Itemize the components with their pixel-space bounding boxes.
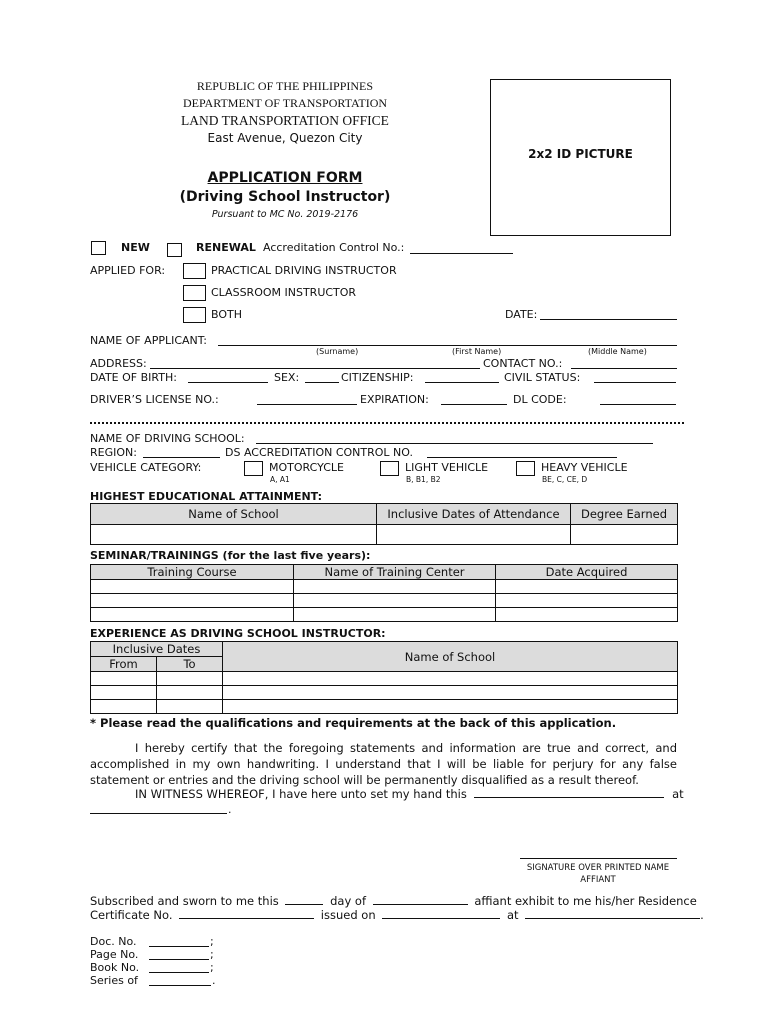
oath-text-3: affiant exhibit to me his/her Residence [474,894,697,908]
series-of-field[interactable] [149,974,211,986]
surname-hint: (Surname) [316,347,359,356]
table-cell[interactable] [496,608,678,622]
heavy-vehicle-label: HEAVY VEHICLE [541,461,628,474]
table-row[interactable] [91,525,678,545]
table-header-row [91,565,678,580]
education-table [90,503,678,545]
table-cell[interactable] [91,700,157,714]
table-cell[interactable] [91,608,294,622]
heavy-vehicle-codes: BE, C, CE, D [542,475,588,484]
form-title: APPLICATION FORM [207,170,363,186]
seminars-heading: SEMINAR/TRAININGS (for the last five years): [90,549,371,562]
table-row[interactable] [91,686,678,700]
col-to: To [157,657,223,672]
table-cell[interactable] [157,686,223,700]
driving-school-label: NAME OF DRIVING SCHOOL: [90,432,245,445]
civil-status-field[interactable] [594,371,676,383]
oath-month-field[interactable] [373,893,468,905]
form-note: Pursuant to MC No. 2019-2176 [211,209,359,220]
motorcycle-codes: A, A1 [270,475,290,484]
header-republic: REPUBLIC OF THE PHILIPPINES [196,79,374,93]
dob-label: DATE OF BIRTH: [90,371,177,384]
signature-line[interactable] [520,858,677,859]
sex-label: SEX: [274,371,300,384]
contact-field[interactable] [571,357,677,369]
section-divider [90,422,684,424]
light-vehicle-codes: B, B1, B2 [406,475,441,484]
col-inclusive-dates: Inclusive Dates [91,642,223,657]
book-no-label: Book No. [90,961,140,974]
table-cell[interactable] [91,594,294,608]
table-row[interactable] [91,594,678,608]
experience-table [90,641,678,714]
table-cell[interactable] [223,686,678,700]
license-label: DRIVER’S LICENSE NO.: [90,393,219,406]
col-name-of-school: Name of School [91,504,377,525]
page-no-field[interactable] [149,948,209,960]
table-header-row [91,504,678,525]
witness-place-field[interactable] [90,802,227,814]
oath-text-2: day of [330,894,366,908]
table-cell[interactable] [91,672,157,686]
new-checkbox[interactable] [91,241,106,255]
series-of-label: Series of [90,974,138,987]
table-row[interactable] [91,580,678,594]
table-cell[interactable] [157,700,223,714]
expiration-field[interactable] [441,393,507,405]
oath-text-4: Certificate No. [90,908,173,922]
table-cell[interactable] [294,594,496,608]
accreditation-label: Accreditation Control No.: [263,241,405,254]
first-name-hint: (First Name) [452,347,502,356]
certificate-no-field[interactable] [179,907,314,919]
citizenship-label: CITIZENSHIP: [341,371,414,384]
certification-text: I hereby certify that the foregoing statements and information are true and correct, and accomplished in my own handwriting. I understand that I will be liable for perjury for any false statement or entries and the driving school will be permanently disqualified as a result thereof. [90,741,677,787]
table-header-row [91,642,678,657]
oath-day-field[interactable] [285,893,323,905]
vehicle-category-label: VEHICLE CATEGORY: [90,461,202,474]
col-inclusive-dates: Inclusive Dates of Attendance [377,504,571,525]
heavy-vehicle-checkbox[interactable] [516,461,535,476]
book-no-field[interactable] [149,961,209,973]
header-department: DEPARTMENT OF TRANSPORTATION [182,96,388,110]
header-address: East Avenue, Quezon City [207,131,363,145]
witness-date-field[interactable] [474,786,664,798]
accreditation-field[interactable] [410,242,513,254]
date-field[interactable] [540,308,677,320]
page-no-label: Page No. [90,948,139,961]
date-label: DATE: [505,308,538,321]
table-cell[interactable] [223,700,678,714]
witness-place-period: . [228,803,232,816]
table-cell[interactable] [377,525,571,545]
education-heading: HIGHEST EDUCATIONAL ATTAINMENT: [90,490,322,503]
experience-heading: EXPERIENCE AS DRIVING SCHOOL INSTRUCTOR: [90,627,386,640]
motorcycle-checkbox[interactable] [244,461,263,476]
address-label: ADDRESS: [90,357,147,370]
oath-text-5: issued on [320,908,376,922]
dob-field[interactable] [188,371,268,383]
license-field[interactable] [257,393,357,405]
table-cell[interactable] [223,672,678,686]
light-vehicle-checkbox[interactable] [380,461,399,476]
dl-code-label: DL CODE: [513,393,567,406]
sex-field[interactable] [305,371,339,383]
region-field[interactable] [143,446,220,458]
table-row[interactable] [91,608,678,622]
table-cell[interactable] [157,672,223,686]
practical-instructor-checkbox[interactable] [183,263,206,279]
table-cell[interactable] [91,525,377,545]
table-cell[interactable] [294,580,496,594]
table-cell[interactable] [571,525,678,545]
applicant-name-field[interactable] [218,334,677,346]
oath-text-6: at [506,908,519,922]
contact-label: CONTACT NO.: [483,357,563,370]
seminars-table [90,564,678,622]
driving-school-field[interactable] [256,432,653,444]
col-date-acquired: Date Acquired [496,565,678,580]
table-cell[interactable] [496,580,678,594]
civil-status-label: CIVIL STATUS: [504,371,581,384]
witness-line [135,786,684,801]
witness-at-text: at [672,787,684,801]
classroom-instructor-label: CLASSROOM INSTRUCTOR [211,286,357,299]
region-label: REGION: [90,446,137,459]
citizenship-field[interactable] [425,371,499,383]
middle-name-hint: (Middle Name) [588,347,647,356]
ds-accreditation-field[interactable] [427,446,617,458]
signature-label: SIGNATURE OVER PRINTED NAME [526,863,670,873]
motorcycle-label: MOTORCYCLE [269,461,344,474]
expiration-label: EXPIRATION: [360,393,429,406]
header-lto: LAND TRANSPORTATION OFFICE [181,113,389,128]
series-of-period: . [212,974,216,987]
certification-paragraph [90,740,677,788]
table-row[interactable] [91,672,678,686]
table-row[interactable] [91,700,678,714]
new-label: NEW [121,241,150,254]
ds-accreditation-label: DS ACCREDITATION CONTROL NO. [225,446,413,459]
oath-line-1 [90,893,697,908]
address-field[interactable] [150,357,480,369]
photo-label: 2x2 ID PICTURE [528,147,633,161]
applied-for-label: APPLIED FOR: [90,264,166,277]
both-label: BOTH [211,308,243,321]
book-no-semicolon: ; [210,961,214,974]
col-name-of-school: Name of School [223,642,678,672]
doc-no-label: Doc. No. [90,935,137,948]
renewal-checkbox[interactable] [167,243,182,257]
table-cell[interactable] [91,686,157,700]
table-cell[interactable] [496,594,678,608]
issued-at-field[interactable] [525,907,700,919]
doc-no-semicolon: ; [210,935,214,948]
practical-instructor-label: PRACTICAL DRIVING INSTRUCTOR [211,264,397,277]
col-training-center: Name of Training Center [294,565,496,580]
oath-text-1: Subscribed and sworn to me this [90,894,279,908]
light-vehicle-label: LIGHT VEHICLE [405,461,489,474]
renewal-label: RENEWAL [196,241,256,254]
dl-code-field[interactable] [600,393,676,405]
issued-on-field[interactable] [382,907,500,919]
col-degree-earned: Degree Earned [571,504,678,525]
applicant-name-label: NAME OF APPLICANT: [90,334,207,347]
classroom-instructor-checkbox[interactable] [183,285,206,301]
oath-line-2: Certificate No. issued on at . [90,908,704,922]
qualifications-notice: * Please read the qualifications and requirements at the back of this application. [90,716,617,730]
witness-text: IN WITNESS WHEREOF, I have here unto set my hand this [135,787,467,801]
doc-no-field[interactable] [149,935,209,947]
form-subtitle: (Driving School Instructor) [179,189,391,205]
photo-box[interactable] [490,79,671,236]
page-no-semicolon: ; [210,948,214,961]
affiant-label: AFFIANT [580,875,616,885]
table-cell[interactable] [294,608,496,622]
col-training-course: Training Course [91,565,294,580]
table-cell[interactable] [91,580,294,594]
col-from: From [91,657,157,672]
both-checkbox[interactable] [183,307,206,323]
